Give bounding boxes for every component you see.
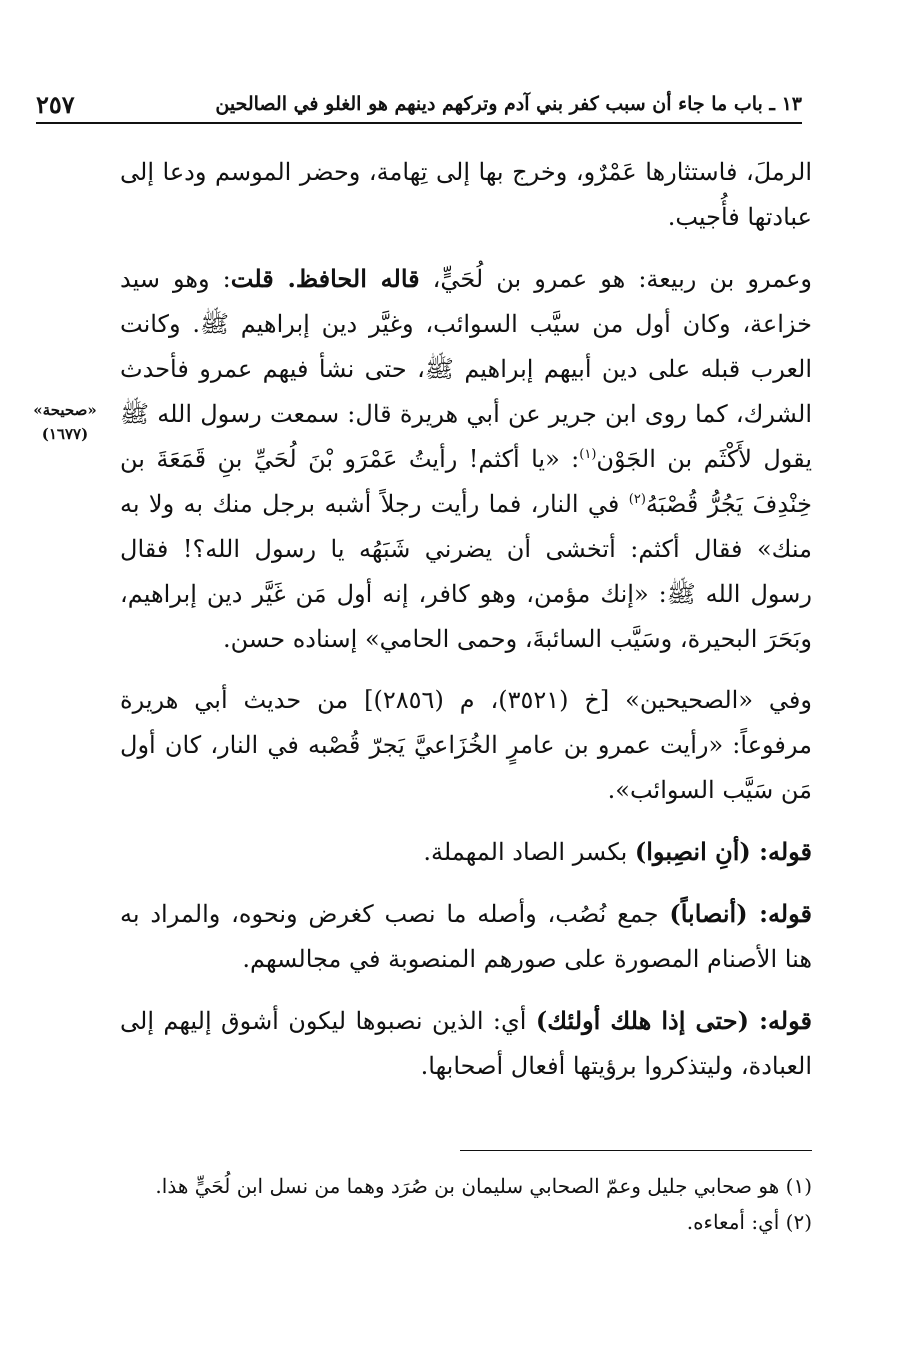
- footnote-ref-2[interactable]: (٢): [628, 492, 646, 507]
- footnote-2: (٢) أي: أمعاءه.: [686, 1210, 812, 1234]
- footnote-1: (١) هو صحابي جليل وعمّ الصحابي سليمان بن صُرَد وهما من نسل ابن لُحَيٍّ هذا.: [155, 1174, 812, 1198]
- commentary-heading-1: قوله: (أنِ انصِبوا): [634, 837, 812, 866]
- paragraph-6-text: أي: الذين نصبوها ليكون أشوق إليهم إلى العبادة، وليتذكروا برؤيتها أفعال أصحابها.: [120, 1007, 812, 1080]
- paragraph-6: [120, 998, 812, 1089]
- footnote-separator: [460, 1150, 812, 1151]
- paragraph-5: [120, 891, 812, 982]
- commentary-heading-3: قوله: (حتى إذا هلك أولئك): [535, 1006, 812, 1035]
- paragraph-2-text-c: : «يا أكثم! رأيتُ عَمْرَو بْنَ لُحَيِّ بنِ قَمَعَةَ بن خِنْدِفَ يَجُرُّ قُصْبَهُ: [120, 445, 812, 518]
- paragraph-3: [120, 678, 812, 813]
- paragraph-1: [120, 150, 812, 240]
- chapter-title: ١٣ ـ باب ما جاء أن سبب كفر بني آدم وتركهم دينهم هو الغلو في الصالحين: [215, 93, 802, 115]
- paragraph-2-text-d: في النار، فما رأيت رجلاً أشبه برجل منك به ولا به منك» فقال أكثم: أتخشى أن يضرني شَبَهُه يا رسول الله؟! فقال رسول الله ﷺ: «إنك مؤمن، وهو كافر، إنه أول مَن غَيَّر دين إبراهيم، وبَحَرَ البحيرة، وسَيَّب السائبةَ، وحمى الحامي» إسناده حسن.: [120, 490, 812, 653]
- paragraph-2-text-b: : وهو سيد خزاعة، وكان أول من سيَّب السوائب، وغيَّر دين إبراهيم ﷺ. وكانت العرب قبله على دين أبيهم إبراهيم ﷺ، حتى نشأ فيهم عمرو فأحدث الشرك، كما روى ابن جرير عن أبي هريرة قال: سمعت رسول الله ﷺ يقول لأَكْثَم بن الجَوْن: [120, 265, 813, 473]
- paragraph-4: [120, 829, 812, 875]
- paragraph-3-text: وفي «الصحيحين» [خ (٣٥٢١)، م (٢٨٥٦)] من حديث أبي هريرة مرفوعاً: «رأيت عمرو بن عامرٍ الخُزَاعيَّ يَجرّ قُصْبه في النار، كان أول مَن سَيَّب السوائب».: [120, 686, 812, 804]
- side-note-number: (١٦٧٧): [41, 425, 89, 443]
- paragraph-2: [120, 256, 812, 662]
- running-header: [36, 86, 802, 124]
- footnotes: [120, 1168, 812, 1240]
- main-text: [120, 150, 812, 1105]
- paragraph-1-text: الرملَ، فاستثارها عَمْرٌو، وخرج بها إلى تِهامة، وحضر الموسم ودعا إلى عبادتها فأُجيب.: [120, 158, 812, 231]
- hadith-grade-note: [30, 398, 100, 446]
- paragraph-5-text: جمع نُصُب، وأصله ما نصب كغرض ونحوه، والمراد به هنا الأصنام المصورة على صورهم المنصوبة في مجالسهم.: [120, 900, 812, 973]
- commentary-heading-2: قوله: (أنصاباً): [669, 899, 812, 928]
- side-note-label: «صحيحة»: [33, 401, 97, 419]
- page-number: ٢٥٧: [36, 89, 75, 119]
- paragraph-4-text: بكسر الصاد المهملة.: [423, 838, 635, 866]
- paragraph-2-text-a: وعمرو بن ربيعة: هو عمرو بن لُحَيٍّ،: [419, 265, 813, 293]
- hafiz-attribution: قاله الحافظ. قلت: [230, 264, 420, 293]
- footnote-ref-1[interactable]: (١): [579, 447, 597, 462]
